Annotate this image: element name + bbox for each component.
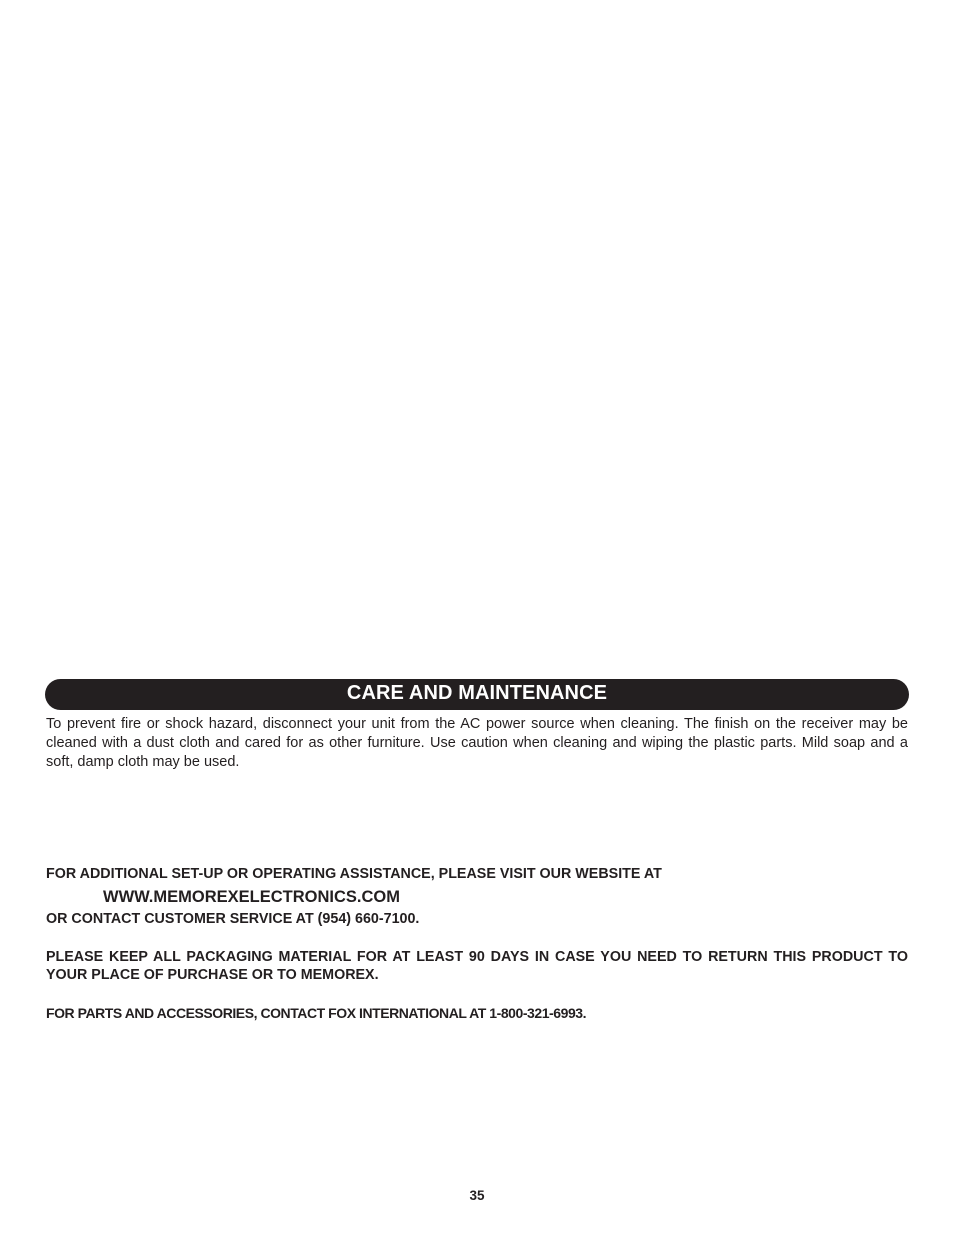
assistance-visit-text: FOR ADDITIONAL SET-UP OR OPERATING ASSISTANCE, PLEASE VISIT OUR WEBSITE AT <box>46 866 662 882</box>
parts-accessories-text: FOR PARTS AND ACCESSORIES, CONTACT FOX INTERNATIONAL AT 1-800-321-6993. <box>46 1005 587 1021</box>
website-link[interactable]: WWW.MEMOREXELECTRONICS.COM <box>103 888 400 906</box>
page-number: 35 <box>469 1188 485 1203</box>
customer-service-text: OR CONTACT CUSTOMER SERVICE AT (954) 660-7100. <box>46 911 420 927</box>
packaging-notice: PLEASE KEEP ALL PACKAGING MATERIAL FOR AT LEAST 90 DAYS IN CASE YOU NEED TO RETURN THIS PRODUCT TO YOUR PLACE OF PURCHASE OR TO MEMOREX. <box>46 949 908 983</box>
section-header-bar <box>45 679 909 710</box>
section-title: CARE AND MAINTENANCE <box>346 682 608 704</box>
care-instructions-text: To prevent fire or shock hazard, disconnect your unit from the AC power source when cleaning. The finish on the receiver may be cleaned with a dust cloth and cared for as other furniture. Use caution when cleaning and wiping the plastic parts. Mild soap and a soft, damp cloth may be used. <box>46 716 908 770</box>
